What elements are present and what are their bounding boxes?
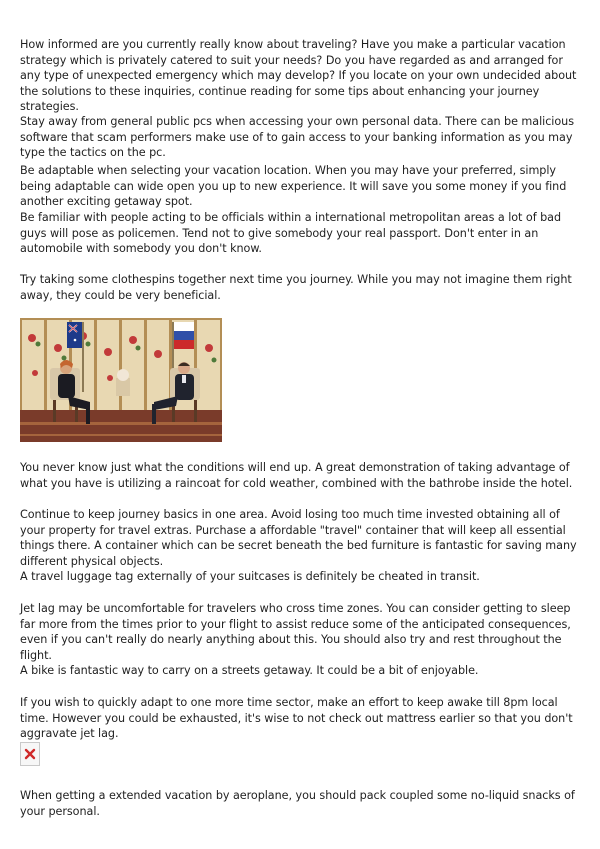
paragraph-time-sector: If you wish to quickly adapt to one more time sector, make an effort to keep awake till 8pm local time. However you could be exhausted, it's wise to not check out mattress earlier so that you don't aggravate jet lag.	[20, 696, 573, 740]
photo-two-officials-seated-with-flags-icon	[20, 318, 222, 442]
article-photo	[20, 318, 222, 442]
paragraph-snacks: When getting a extended vacation by aeroplane, you should pack coupled some no-liquid snacks of your personal.	[20, 789, 575, 818]
paragraph-conditions: You never know just what the conditions will end up. A great demonstration of taking advantage of what you have is utilizing a raincoat for cold weather, combined with the bathrobe inside the hotel.	[20, 461, 573, 490]
paragraph-clothespins: Try taking some clothespins together next time you journey. While you may not imagine them right away, they could be very beneficial.	[20, 273, 572, 302]
broken-image	[20, 742, 40, 766]
broken-image-icon	[21, 743, 39, 765]
paragraph-luggage-tag: A travel luggage tag externally of your suitcases is definitely be cheated in transit.	[20, 570, 480, 583]
paragraph-intro: How informed are you currently really know about traveling? Have you make a particular vacation strategy which is privately catered to suit your needs? Do you have regarded as and arranged for any type of unexpected emergency which may develop? If you locate on your own undecided about the solutions to these inquiries, continue reading for some tips about enhancing your journey strategies.	[20, 38, 577, 113]
paragraph-jet-lag: Jet lag may be uncomfortable for travelers who cross time zones. You can consider getting to sleep far more from the times prior to your flight to assist reduce some of the anticipated consequences, even if you can't really do nearly anything about this. You should also try and rest throughout the flight.	[20, 602, 571, 662]
paragraph-public-pcs: Stay away from general public pcs when accessing your own personal data. There can be malicious software that scam performers make use of to gain access to your banking information as you may type the tactics on the pc.	[20, 115, 574, 159]
paragraph-bike: A bike is fantastic way to carry on a streets getaway. It could be a bit of enjoyable.	[20, 664, 479, 677]
paragraph-journey-basics: Continue to keep journey basics in one area. Avoid losing too much time invested obtaining all of your property for travel extras. Purchase a affordable "travel" container that will keep all essential things there. A container which can be secret beneath the bed furniture is fantastic for saving many different physical objects.	[20, 508, 577, 568]
paragraph-adaptable: Be adaptable when selecting your vacation location. When you may have your preferred, simply being adaptable can wide open you up to new experience. It will save you some money if you find another exciting getaway spot.	[20, 164, 567, 208]
paragraph-officials: Be familiar with people acting to be officials within a international metropolitan areas a lot of bad guys will pose as policemen. Tend not to give somebody your real passport. Don't enter in an automobile with somebody you don't know.	[20, 211, 562, 255]
